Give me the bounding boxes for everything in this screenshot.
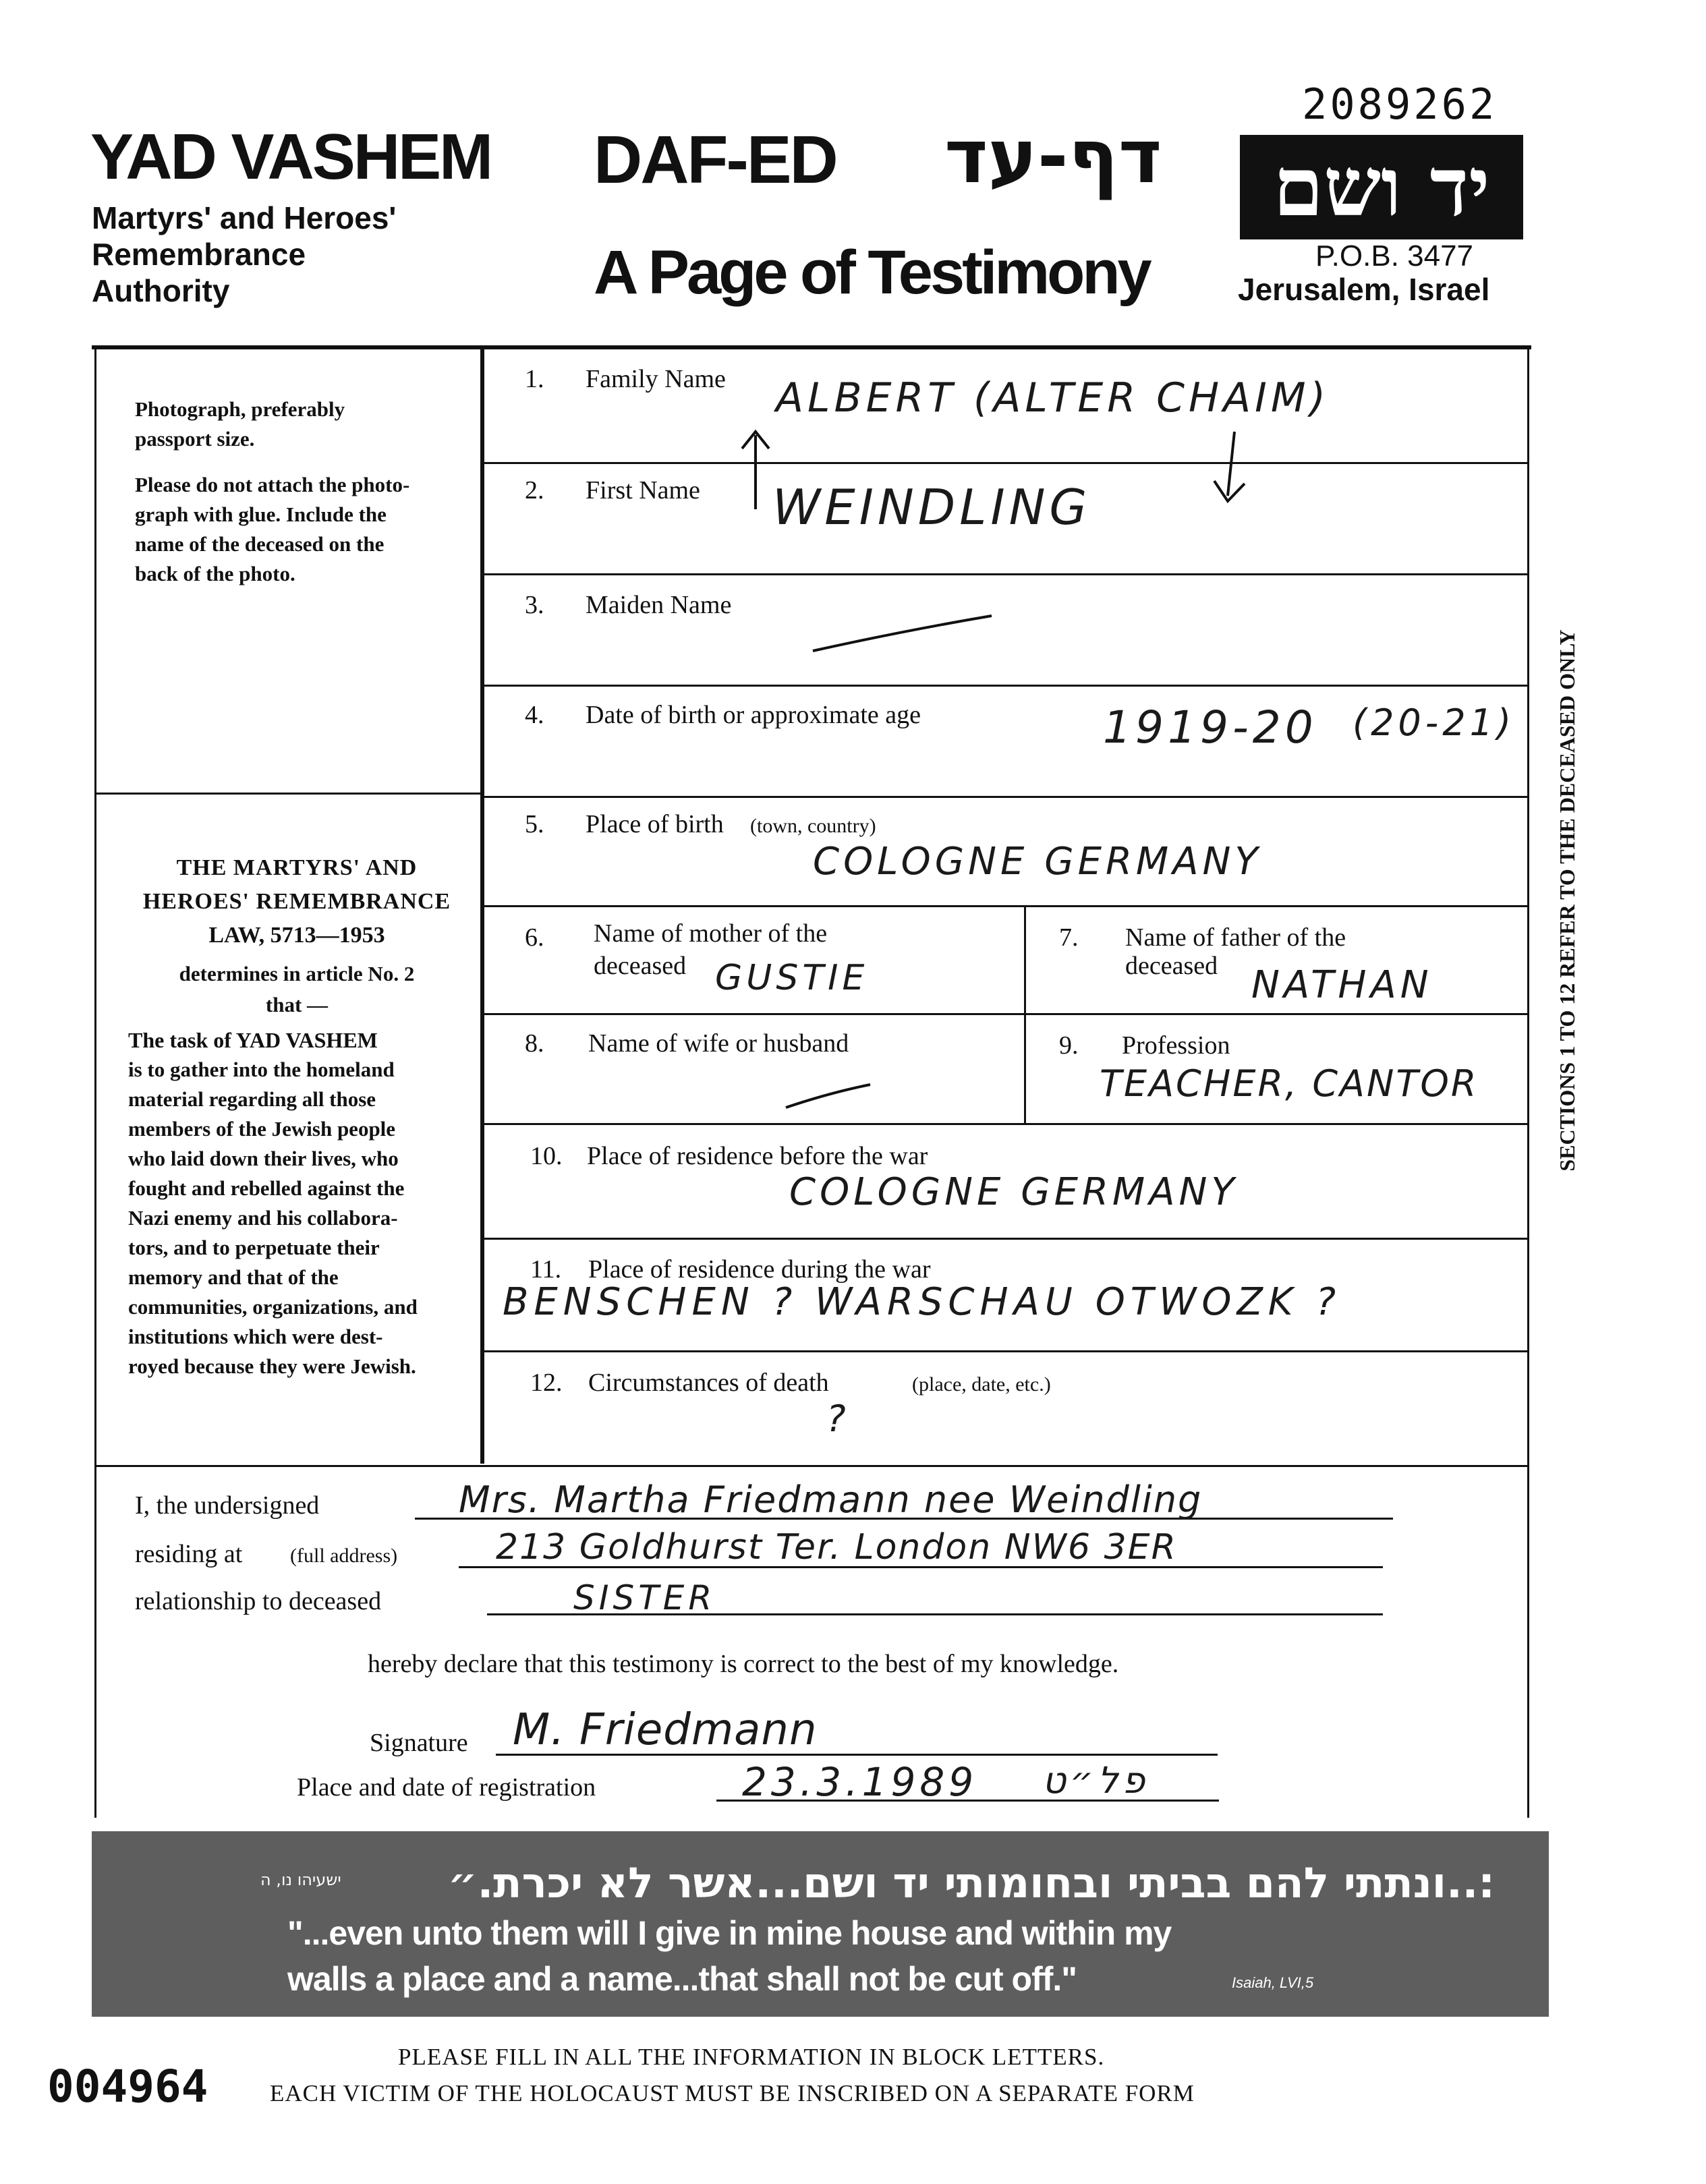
residence-during-label: Place of residence during the war: [588, 1255, 931, 1284]
profession-label: Profession: [1122, 1031, 1230, 1060]
column-split: [1024, 905, 1026, 1123]
pob: P.O.B. 3477: [1315, 239, 1474, 272]
registration-value: 23.3.1989: [742, 1759, 978, 1805]
undersigned-value: Mrs. Martha Friedmann nee Weindling: [459, 1478, 1203, 1521]
city: Jerusalem, Israel: [1238, 272, 1490, 307]
field-number: 11.: [530, 1255, 562, 1284]
field-number: 8.: [525, 1029, 544, 1058]
field-number: 12.: [530, 1369, 563, 1397]
spouse-name-label: Name of wife or husband: [588, 1029, 849, 1058]
arrow-down-icon: [1207, 428, 1255, 509]
hebrew-quote: :..ונתתי להם בביתי ובחומותי יד ושם...אשר לא יכרת.״: [447, 1858, 1495, 1907]
address-hint: (full address): [290, 1545, 398, 1567]
law-box: THE MARTYRS' AND HEROES' REMEMBRANCE LAW, 5713—1953 determines in article No. 2 that — The task of YAD VASHEM is to gather into the homeland material regarding all those members of the Jewish people who laid down their lives, who fought and rebelled against the Nazi enemy and his collabora- tors, and to perpetuate their memory and that of the communities, organizations, and institutions which were dest- royed because they were Jewish.: [128, 855, 451, 1378]
first-name-value: WEINDLING: [772, 479, 1091, 536]
top-rule: [92, 345, 1531, 349]
signature-label: Signature: [370, 1729, 468, 1757]
right-border: [1527, 347, 1529, 1818]
address-label: residing at: [135, 1540, 243, 1568]
relationship-value: SISTER: [573, 1578, 716, 1617]
org-name: YAD VASHEM: [90, 121, 492, 193]
profession-value: TEACHER, CANTOR: [1100, 1062, 1479, 1105]
circumstances-value: ?: [826, 1398, 850, 1440]
photo-box-bottom: [94, 793, 480, 795]
maiden-name-label: Maiden Name: [586, 591, 732, 619]
title-en: DAF-ED: [594, 122, 836, 198]
row-divider: [482, 685, 1528, 687]
left-border: [94, 347, 96, 1818]
date-of-birth-label: Date of birth or approximate age: [586, 701, 921, 729]
residence-before-value: COLOGNE GERMANY: [789, 1170, 1239, 1214]
quote-ref: Isaiah, LVI,5: [1232, 1974, 1314, 1991]
arrow-up-icon: [735, 425, 776, 513]
row-divider: [482, 1123, 1528, 1125]
first-name-label: First Name: [586, 476, 700, 505]
registration-label: Place and date of registration: [297, 1773, 596, 1802]
row-divider: [482, 1350, 1528, 1352]
quote-banner: [92, 1831, 1549, 2017]
field-number: 5.: [525, 810, 544, 838]
stamp-number: 004964: [47, 2061, 208, 2113]
residence-during-value: BENSCHEN ? WARSCHAU OTWOZK ?: [503, 1280, 1342, 1324]
quote-line-2: walls a place and a name...that shall not be cut off.": [287, 1960, 1077, 1998]
photo-box: Photograph, preferably passport size. Please do not attach the photo- graph with glue. Include the name of the deceased on the back of the photo.: [135, 397, 410, 585]
row-divider: [482, 1013, 1528, 1015]
quote-line-1: "...even unto them will I give in mine house and within my: [287, 1914, 1172, 1952]
footer-line-1: PLEASE FILL IN ALL THE INFORMATION IN BLOCK LETTERS.: [398, 2044, 1105, 2070]
father-name-label: Name of father of the: [1125, 923, 1346, 952]
undersigned-label: I, the undersigned: [135, 1491, 320, 1520]
field-number: 2.: [525, 476, 544, 505]
serial-number: 2089262: [1302, 80, 1498, 129]
residence-before-label: Place of residence before the war: [587, 1142, 928, 1170]
yad-vashem-logo: יד ושם: [1240, 135, 1523, 239]
row-divider: [482, 796, 1528, 798]
side-note: SECTIONS 1 TO 12 REFER TO THE DECEASED ONLY: [1555, 629, 1579, 1172]
date-of-birth-value: 1919-20: [1103, 701, 1317, 753]
address-value: 213 Goldhurst Ter. London NW6 3ER: [496, 1527, 1177, 1568]
field-number: 6.: [525, 923, 544, 952]
field-number: 9.: [1059, 1031, 1079, 1060]
row-divider: [482, 905, 1528, 907]
hebrew-quote-ref: ישעיהו נו, ה: [260, 1870, 341, 1889]
footer-line-2: EACH VICTIM OF THE HOLOCAUST MUST BE INSCRIBED ON A SEPARATE FORM: [270, 2080, 1195, 2106]
row-divider: [482, 462, 1528, 464]
place-of-birth-hint: (town, country): [750, 815, 876, 837]
age-value: (20-21): [1353, 701, 1516, 744]
field-number: 1.: [525, 365, 544, 393]
place-of-birth-value: COLOGNE GERMANY: [813, 840, 1262, 884]
row-divider: [482, 573, 1528, 575]
field-number: 4.: [525, 701, 544, 729]
registration-extra: פל״ט: [1042, 1759, 1149, 1802]
family-name-label: Family Name: [586, 365, 726, 393]
row-divider: [482, 1238, 1528, 1240]
relationship-label: relationship to deceased: [135, 1587, 382, 1615]
mother-name-label-2: deceased: [594, 952, 687, 980]
mother-name-label: Name of mother of the: [594, 919, 828, 948]
mother-name-value: GUSTIE: [715, 958, 869, 998]
dash-mark: [783, 1079, 877, 1113]
org-subtitle: Martyrs' and Heroes' Remembrance Authority: [92, 200, 397, 308]
place-of-birth-label: Place of birth: [586, 810, 724, 838]
circumstances-hint: (place, date, etc.): [912, 1373, 1051, 1396]
dash-mark: [809, 610, 998, 658]
father-name-label-2: deceased: [1125, 952, 1218, 980]
circumstances-label: Circumstances of death: [588, 1369, 829, 1397]
title-he: דף-עד: [944, 113, 1162, 200]
field-number: 7.: [1059, 923, 1079, 952]
page-title: A Page of Testimony: [594, 238, 1149, 307]
field-number: 3.: [525, 591, 544, 619]
declaration-statement: hereby declare that this testimony is correct to the best of my knowledge.: [368, 1650, 1119, 1678]
declaration-top-rule: [94, 1465, 1529, 1467]
father-name-value: NATHAN: [1251, 963, 1433, 1007]
signature-value: M. Friedmann: [513, 1705, 818, 1755]
family-name-value: ALBERT (ALTER CHAIM): [776, 374, 1330, 422]
field-number: 10.: [530, 1142, 563, 1170]
